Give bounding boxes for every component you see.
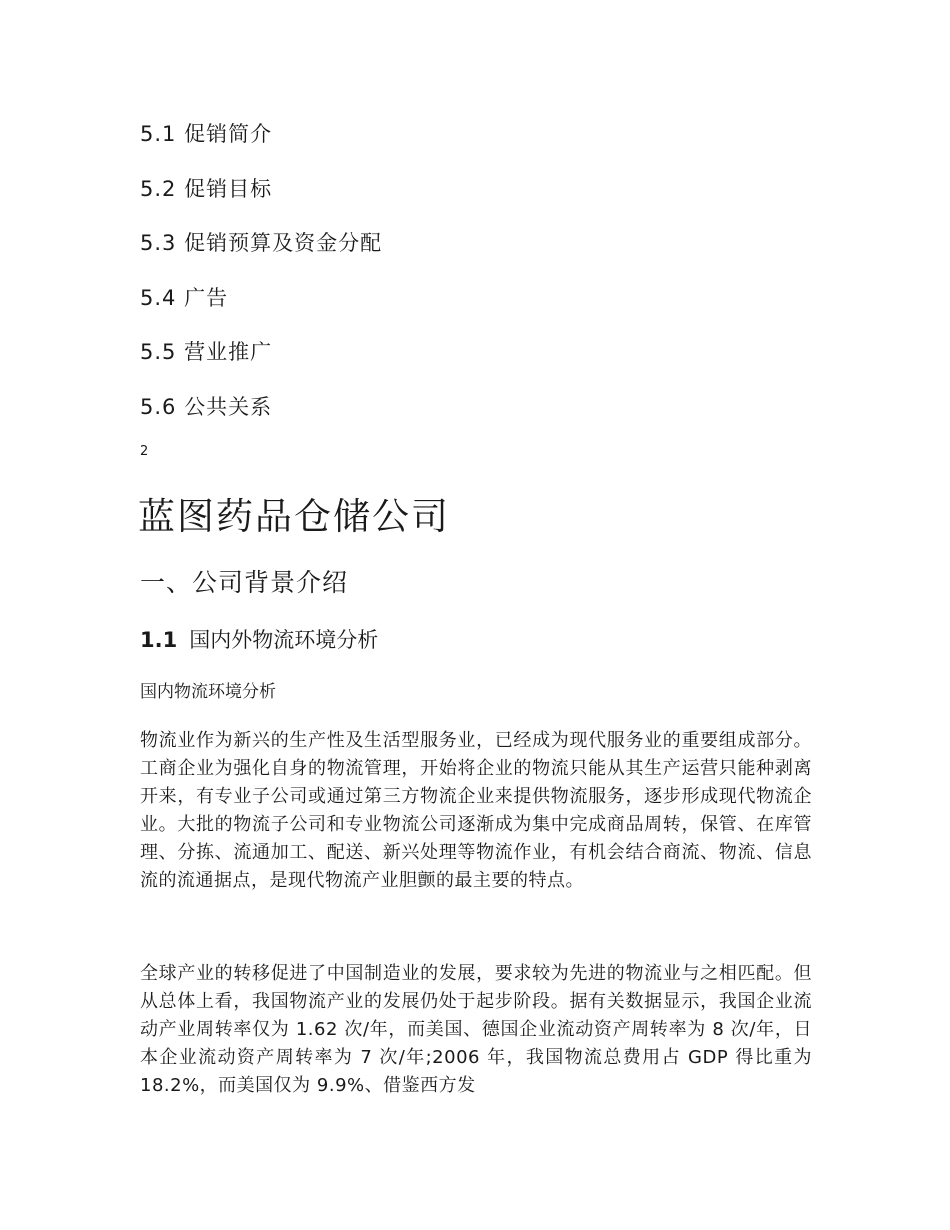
section-heading: 一、公司背景介绍: [140, 568, 349, 597]
toc-item[interactable]: 5.5 营业推广: [140, 340, 273, 364]
body-paragraph: 全球产业的转移促进了中国制造业的发展，要求较为先进的物流业与之相匹配。但从总体上看，我国物流产业的发展仍处于起步阶段。据有关数据显示，我国企业流动产业周转率仅为 1.62 次/年，而美国、德国企业流动资产周转率为 8 次/年，日本企业流动资产周转率为 7 次/年;2006 年，我国物流总费用占 GDP 得比重为 18.2%，而美国仅为 9.9%、借鉴西方发: [140, 963, 812, 1096]
toc-item[interactable]: 5.3 促销预算及资金分配: [140, 231, 383, 255]
document-title: 蓝图药品仓储公司: [138, 495, 450, 538]
toc-item[interactable]: 5.2 促销目标: [140, 176, 273, 201]
toc-item[interactable]: 5.6 公共关系: [140, 394, 273, 419]
page-number: 2: [140, 444, 149, 459]
table-of-contents: [140, 116, 382, 443]
toc-item[interactable]: 5.1 促销简介: [140, 122, 273, 146]
subsection-title: 国内外物流环境分析: [189, 628, 379, 652]
body-paragraph: 物流业作为新兴的生产性及生活型服务业，已经成为现代服务业的重要组成部分。工商企业为强化自身的物流管理，开始将企业的物流只能从其生产运营只能种剥离开来，有专业子公司或通过第三方物流企业来提供物流服务，逐步形成现代物流企业。大批的物流子公司和专业物流公司逐渐成为集中完成商品周转，保管、在库管理、分拣、流通加工、配送、新兴处理等物流作业，有机会结合商流、物流、信息流的流通据点，是现代物流产业胆颤的最主要的特点。: [140, 730, 812, 891]
subsection-heading: [140, 622, 378, 658]
subsection-number: 1.1: [140, 628, 178, 652]
sub-subheading: 国内物流环境分析: [140, 682, 276, 702]
toc-item[interactable]: 5.4 广告: [140, 285, 229, 310]
